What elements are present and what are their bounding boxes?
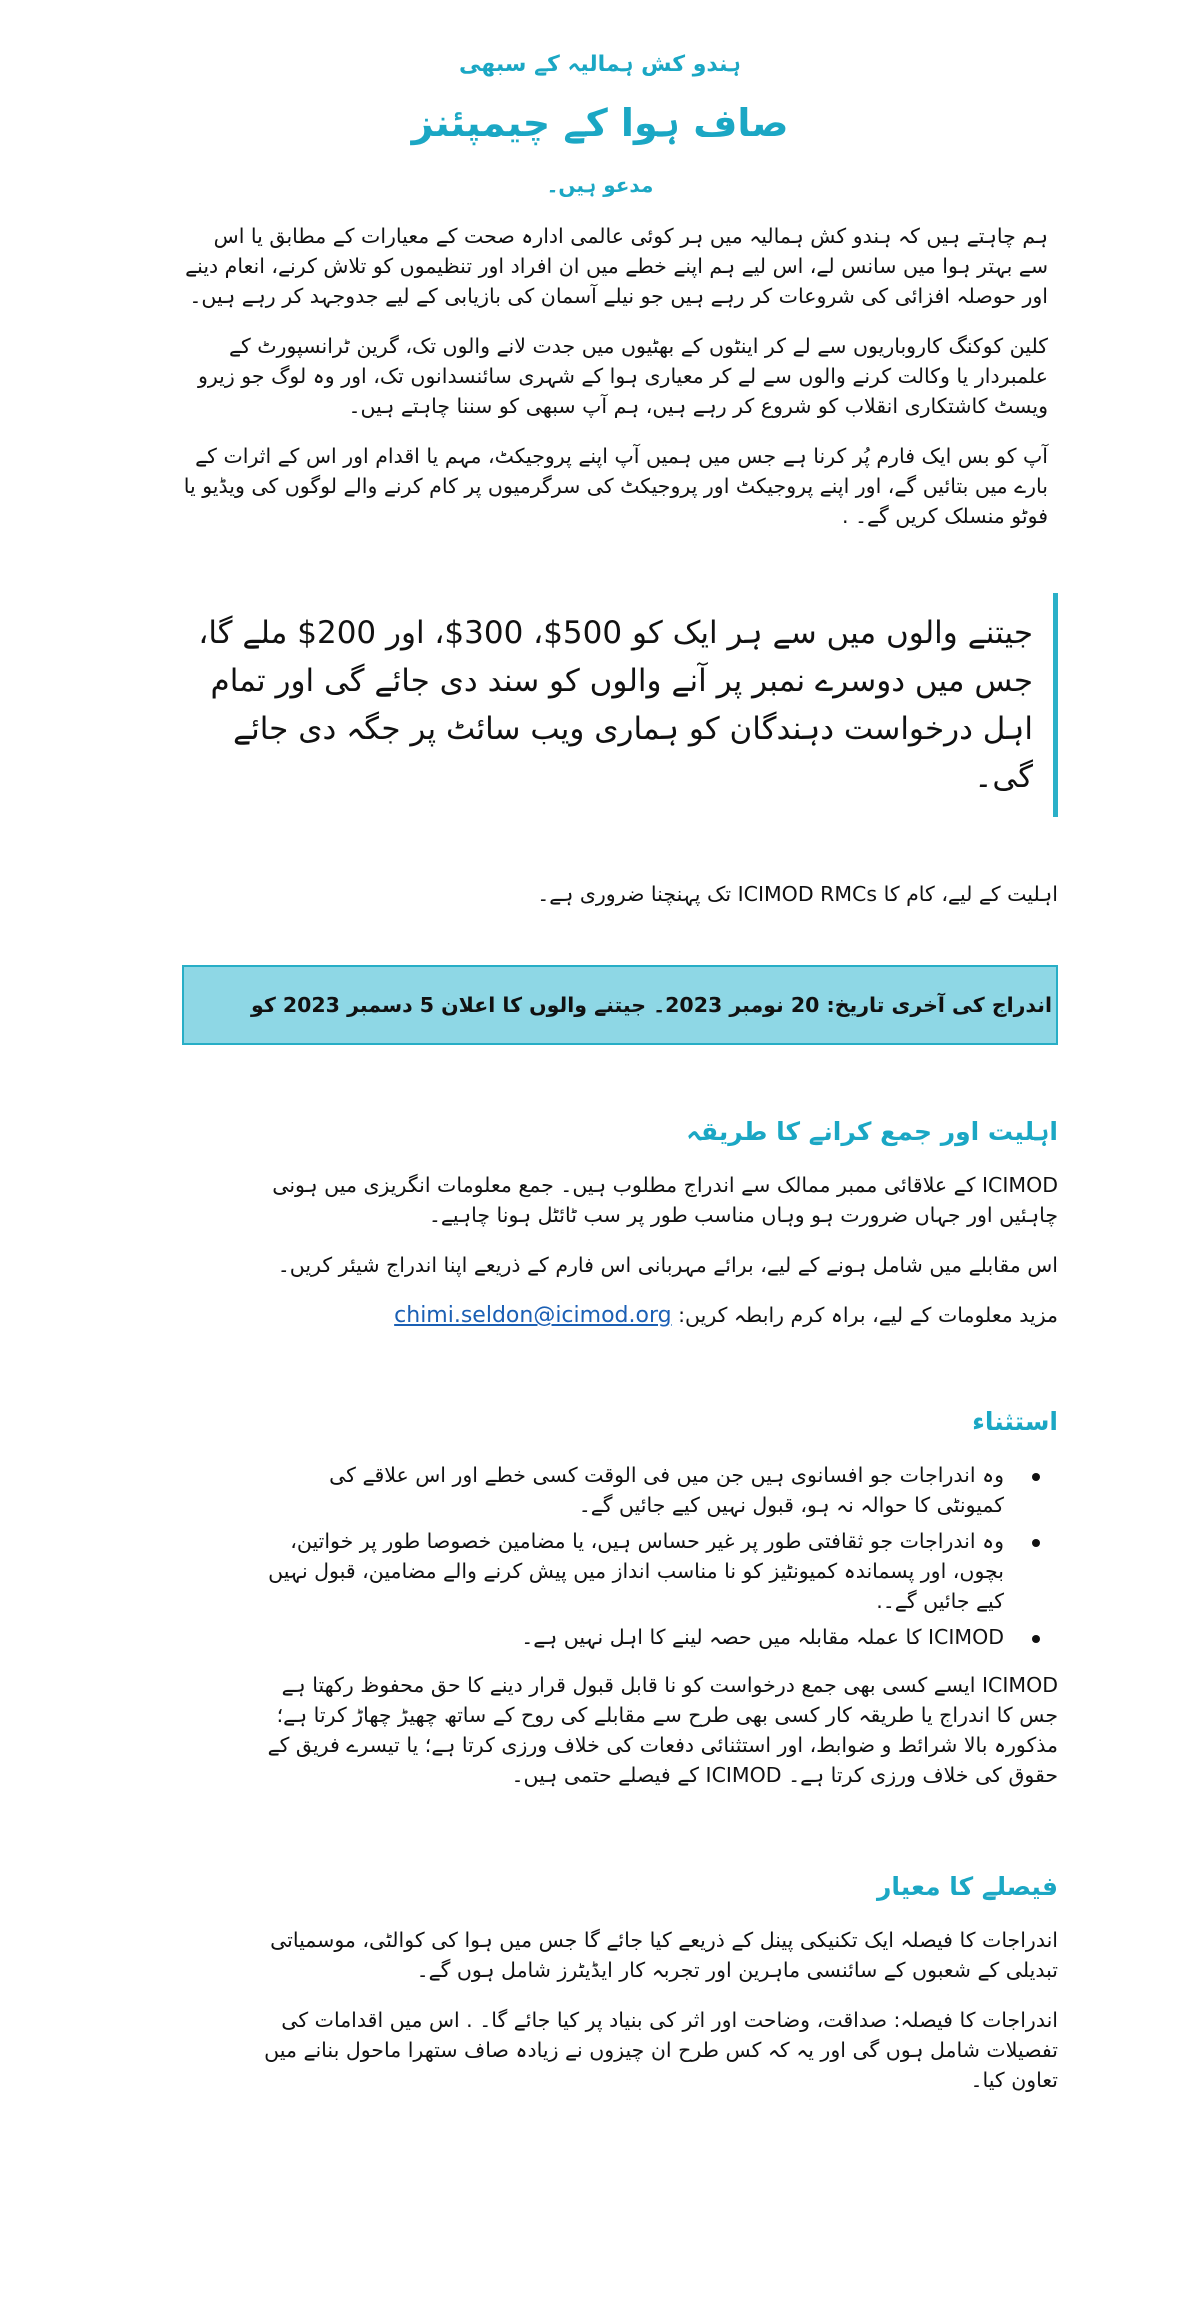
bullet-icon <box>1032 1473 1040 1481</box>
exclusion-item <box>260 1460 1058 1520</box>
contact-email-link[interactable]: chimi.seldon@icimod.org <box>394 1303 672 1328</box>
exclusion-item-text: وہ اندراجات جو افسانوی ہیں جن میں فی الوقت کسی خطے اور اس علاقے کی کمیونٹی کا حوالہ نہ ہو، قبول نہیں کیے جائیں گے۔ <box>329 1463 1004 1517</box>
exclusions-section <box>182 1407 1058 1790</box>
judging-paragraph-2: اندراجات کا فیصلہ: صداقت، وضاحت اور اثر کی بنیاد پر کیا جائے گا۔ . اس میں اقدامات کی تفصیلات شامل ہوں گی اور یہ کہ کس طرح ان چیزوں نے زیادہ صاف ستھرا ماحول بنانے میں تعاون کیا۔ <box>264 2008 1058 2092</box>
eligibility-paragraph-2: اس مقابلے میں شامل ہونے کے لیے، برائے مہربانی اس فارم کے ذریعے اپنا اندراج شیئر کریں۔ <box>277 1253 1058 1277</box>
intro-paragraph-2: کلین کوکنگ کاروباریوں سے لے کر اینٹوں کے بھٹیوں میں جدت لانے والوں تک، گرین ٹرانسپورٹ کے علمبردار یا وکالت کرنے والوں سے لے کر معیاری ہوا کے شہری سائنسدانوں تک، اور وہ لوگ جو زیرو ویسٹ کاشتکاری انقلاب کو شروع کر رہے ہیں، ہم آپ سبھی کو سننا چاہتے ہیں۔ <box>197 334 1048 418</box>
eligibility-paragraph-1: ICIMOD کے علاقائی ممبر ممالک سے اندراج مطلوب ہیں۔ جمع معلومات انگریزی میں ہونی چاہئیں اور جہاں ضرورت ہو وہاں مناسب طور پر سب ٹائٹل ہونا چاہیے۔ <box>272 1173 1058 1227</box>
intro-paragraph-3: آپ کو بس ایک فارم پُر کرنا ہے جس میں ہمیں آپ اپنے پروجیکٹ، مہم یا اقدام اور اس کے اثرات کے بارے میں بتائیں گے، اور اپنے پروجیکٹ اور پروجیکٹ کی سرگرمیوں پر کام کرنے والے لوگوں کی ویڈیو یا فوٹو منسلک کریں گے۔ . <box>183 444 1048 528</box>
exclusions-paragraph: ICIMOD ایسے کسی بھی جمع درخواست کو نا قابل قبول قرار دینے کا حق محفوظ رکھتا ہے جس کا اندراج یا طریقہ کار کسی بھی طرح سے مقابلے کی روح کے ساتھ چھیڑ چھاڑ کرتا ہے؛ مذکورہ بالا شرائط و ضوابط، اور استثنائی دفعات کی خلاف ورزی کرتا ہے؛ یا تیسرے فریق کے حقوق کی خلاف ورزی کرتا ہے۔ ICIMOD کے فیصلے حتمی ہیں۔ <box>267 1673 1058 1787</box>
eligibility-note: اہلیت کے لیے، کام کا ICIMOD RMCs تک پہنچنا ضروری ہے۔ <box>537 882 1058 906</box>
eligibility-heading: اہلیت اور جمع کرانے کا طریقہ <box>686 1117 1058 1146</box>
exclusions-heading: استثناء <box>972 1407 1058 1436</box>
exclusion-item-text: وہ اندراجات جو ثقافتی طور پر غیر حساس ہیں، یا مضامین خصوصا طور پر خواتین، بچوں، اور پسماندہ کمیونٹیز کو نا مناسب انداز میں پیش کرنے والے مضامین، قبول نہیں کیے جائیں گے۔. <box>268 1529 1004 1613</box>
contact-label: مزید معلومات کے لیے، براہ کرم رابطہ کریں: <box>678 1303 1058 1327</box>
judging-heading: فیصلے کا معیار <box>877 1872 1058 1901</box>
deadline-text: اندراج کی آخری تاریخ: 20 نومبر 2023۔ جیتنے والوں کا اعلان 5 دسمبر 2023 کو <box>250 993 1052 1017</box>
judging-section <box>182 1872 1058 2095</box>
invited-subtitle: مدعو ہیں۔ <box>546 173 654 197</box>
eligibility-section <box>182 1117 1058 1331</box>
contact-line <box>182 1300 1058 1331</box>
intro-section <box>42 221 1158 531</box>
judging-paragraph-1: اندراجات کا فیصلہ ایک تکنیکی پینل کے ذریعے کیا جائے گا جس میں ہوا کی کوالٹی، موسمیاتی تبدیلی کے شعبوں کے سائنسی ماہرین اور تجربہ کار ایڈیٹرز شامل ہوں گے۔ <box>270 1928 1058 1982</box>
intro-paragraph-1: ہم چاہتے ہیں کہ ہندو کش ہمالیہ میں ہر کوئی عالمی ادارہ صحت کے معیارات کے مطابق یا اس سے بہتر ہوا میں سانس لے، اس لیے ہم اپنے خطے میں ان افراد اور تنظیموں کو تلاش کرنے، انعام دینے اور حوصلہ افزائی کی شروعات کر رہے ہیں جو نیلے آسمان کی بازیابی کے لیے جدوجہد کر رہے ہیں۔ <box>185 224 1048 308</box>
exclusion-item-text: ICIMOD کا عملہ مقابلہ میں حصہ لینے کا اہل نہیں ہے۔ <box>521 1625 1004 1649</box>
prize-quote: جیتنے والوں میں سے ہر ایک کو 500$، 300$، اور 200$ ملے گا، جس میں دوسرے نمبر پر آنے والوں کو سند دی جائے گی اور تمام اہل درخواست دہندگان کو ہماری ویب سائٹ پر جگہ دی جائے گی۔ <box>182 593 1058 817</box>
exclusion-item <box>260 1526 1058 1616</box>
bullet-icon <box>1032 1539 1040 1547</box>
page-title: صاف ہوا کے چیمپئنز <box>411 101 789 145</box>
exclusions-list <box>260 1460 1058 1652</box>
pre-title: ہندو کش ہمالیہ کے سبھی <box>459 52 741 77</box>
deadline-box <box>182 965 1058 1045</box>
bullet-icon <box>1032 1635 1040 1643</box>
exclusion-item <box>260 1622 1058 1652</box>
